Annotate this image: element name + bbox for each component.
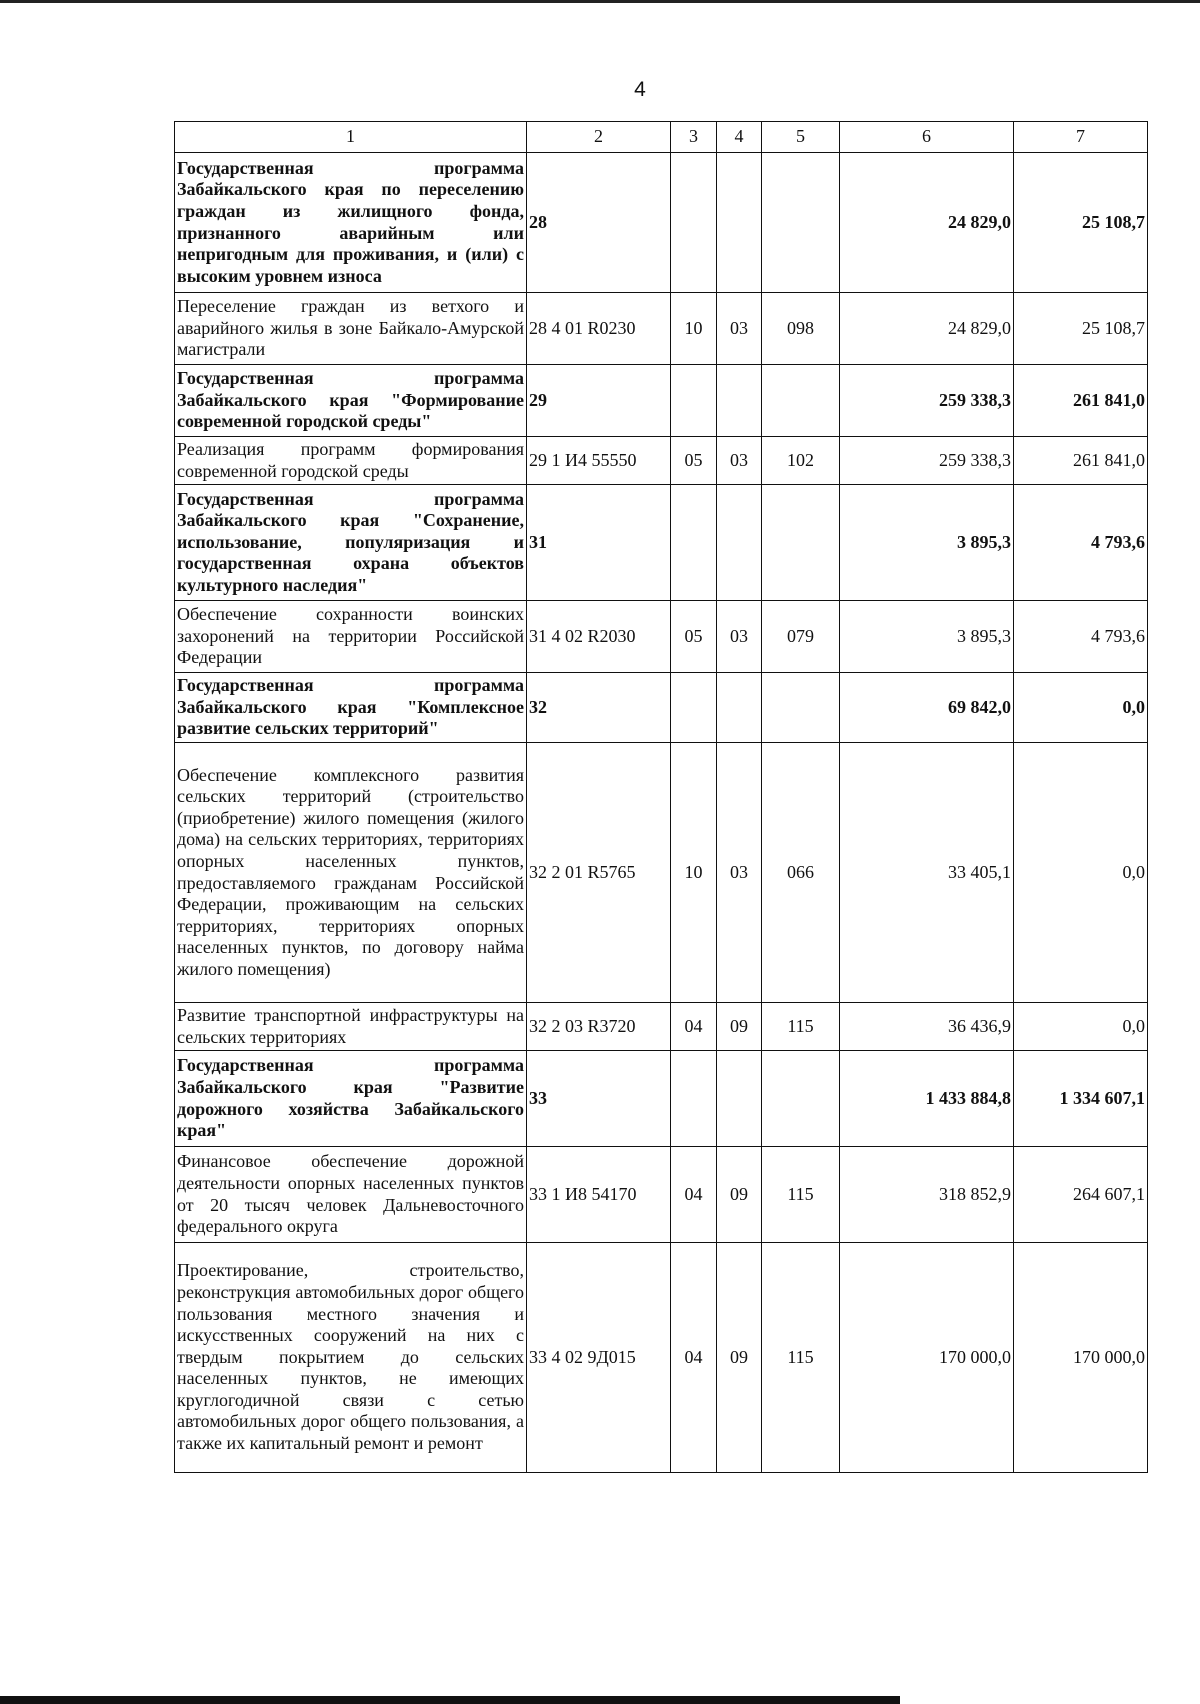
row-expense-type: 115 xyxy=(762,1243,840,1473)
row-code: 33 4 02 9Д015 xyxy=(527,1243,671,1473)
row-section xyxy=(671,1051,717,1147)
row-value-col6: 36 436,9 xyxy=(840,1003,1014,1051)
row-name: Развитие транспортной инфраструктуры на сельских территориях xyxy=(175,1003,527,1051)
column-header: 2 xyxy=(527,122,671,153)
row-value-col7: 261 841,0 xyxy=(1014,365,1148,437)
table-row xyxy=(175,153,1148,293)
row-code: 32 2 01 R5765 xyxy=(527,743,671,1003)
row-expense-type: 102 xyxy=(762,437,840,485)
row-value-col7: 0,0 xyxy=(1014,743,1148,1003)
row-value-col6: 69 842,0 xyxy=(840,673,1014,743)
row-section: 10 xyxy=(671,743,717,1003)
row-value-col7: 0,0 xyxy=(1014,1003,1148,1051)
row-name: Обеспечение комплексного развития сельских территорий (строительство (приобретение) жилого помещения (жилого дома) на сельских территориях, территориях опорных населенных пунктов, предоставляемого гражданам Российской Федерации, проживающим на сельских территориях, территориях опорных населенных пунктов, по договору найма жилого помещения) xyxy=(175,743,527,1003)
scan-border-bottom xyxy=(0,1696,900,1704)
row-value-col6: 3 895,3 xyxy=(840,485,1014,601)
row-name: Государственная программа Забайкальского края "Сохранение, использование, популяризация и государственная охрана объектов культурного наследия" xyxy=(175,485,527,601)
row-subsection xyxy=(717,485,762,601)
row-value-col6: 259 338,3 xyxy=(840,437,1014,485)
row-value-col6: 1 433 884,8 xyxy=(840,1051,1014,1147)
row-expense-type: 115 xyxy=(762,1003,840,1051)
row-code: 29 xyxy=(527,365,671,437)
row-value-col6: 33 405,1 xyxy=(840,743,1014,1003)
column-header: 5 xyxy=(762,122,840,153)
table-row xyxy=(175,293,1148,365)
row-expense-type: 098 xyxy=(762,293,840,365)
row-value-col6: 318 852,9 xyxy=(840,1147,1014,1243)
row-expense-type: 066 xyxy=(762,743,840,1003)
row-expense-type: 079 xyxy=(762,601,840,673)
row-expense-type xyxy=(762,673,840,743)
row-name: Государственная программа Забайкальского края "Развитие дорожного хозяйства Забайкальского края" xyxy=(175,1051,527,1147)
column-header: 7 xyxy=(1014,122,1148,153)
row-name: Реализация программ формирования современной городской среды xyxy=(175,437,527,485)
scan-border-top xyxy=(0,0,1200,3)
row-code: 28 4 01 R0230 xyxy=(527,293,671,365)
row-section: 10 xyxy=(671,293,717,365)
row-code: 29 1 И4 55550 xyxy=(527,437,671,485)
column-header: 4 xyxy=(717,122,762,153)
row-subsection: 09 xyxy=(717,1243,762,1473)
row-name: Обеспечение сохранности воинских захоронений на территории Российской Федерации xyxy=(175,601,527,673)
table-row xyxy=(175,365,1148,437)
row-value-col7: 25 108,7 xyxy=(1014,293,1148,365)
table-row xyxy=(175,1051,1148,1147)
row-name: Переселение граждан из ветхого и аварийного жилья в зоне Байкало-Амурской магистрали xyxy=(175,293,527,365)
row-value-col6: 170 000,0 xyxy=(840,1243,1014,1473)
row-code: 33 xyxy=(527,1051,671,1147)
row-value-col7: 4 793,6 xyxy=(1014,601,1148,673)
row-subsection xyxy=(717,365,762,437)
table-row xyxy=(175,1147,1148,1243)
row-subsection: 03 xyxy=(717,601,762,673)
row-value-col6: 24 829,0 xyxy=(840,153,1014,293)
row-name: Государственная программа Забайкальского края "Комплексное развитие сельских территорий" xyxy=(175,673,527,743)
row-expense-type xyxy=(762,153,840,293)
row-section: 05 xyxy=(671,601,717,673)
row-value-col6: 3 895,3 xyxy=(840,601,1014,673)
row-code: 32 xyxy=(527,673,671,743)
row-expense-type xyxy=(762,485,840,601)
row-section: 04 xyxy=(671,1243,717,1473)
row-value-col7: 0,0 xyxy=(1014,673,1148,743)
row-value-col6: 259 338,3 xyxy=(840,365,1014,437)
row-subsection xyxy=(717,1051,762,1147)
table-row xyxy=(175,437,1148,485)
row-code: 31 4 02 R2030 xyxy=(527,601,671,673)
row-subsection xyxy=(717,153,762,293)
row-value-col7: 261 841,0 xyxy=(1014,437,1148,485)
row-subsection: 03 xyxy=(717,437,762,485)
row-section xyxy=(671,673,717,743)
table-row xyxy=(175,485,1148,601)
row-subsection: 03 xyxy=(717,743,762,1003)
row-value-col6: 24 829,0 xyxy=(840,293,1014,365)
row-subsection: 03 xyxy=(717,293,762,365)
budget-table xyxy=(174,121,1148,1473)
row-code: 32 2 03 R3720 xyxy=(527,1003,671,1051)
page-number: 4 xyxy=(634,78,646,101)
table-row xyxy=(175,673,1148,743)
column-header: 6 xyxy=(840,122,1014,153)
row-subsection: 09 xyxy=(717,1003,762,1051)
row-section xyxy=(671,485,717,601)
row-value-col7: 264 607,1 xyxy=(1014,1147,1148,1243)
row-code: 31 xyxy=(527,485,671,601)
column-header: 3 xyxy=(671,122,717,153)
table-row xyxy=(175,601,1148,673)
row-section xyxy=(671,365,717,437)
row-section: 05 xyxy=(671,437,717,485)
row-code: 28 xyxy=(527,153,671,293)
row-section xyxy=(671,153,717,293)
row-name: Финансовое обеспечение дорожной деятельности опорных населенных пунктов от 20 тысяч человек Дальневосточного федерального округа xyxy=(175,1147,527,1243)
header-row xyxy=(175,122,1148,153)
row-code: 33 1 И8 54170 xyxy=(527,1147,671,1243)
row-section: 04 xyxy=(671,1147,717,1243)
row-section: 04 xyxy=(671,1003,717,1051)
row-subsection xyxy=(717,673,762,743)
table-row xyxy=(175,1243,1148,1473)
row-subsection: 09 xyxy=(717,1147,762,1243)
row-value-col7: 4 793,6 xyxy=(1014,485,1148,601)
row-value-col7: 170 000,0 xyxy=(1014,1243,1148,1473)
table-row xyxy=(175,1003,1148,1051)
row-expense-type: 115 xyxy=(762,1147,840,1243)
table-row xyxy=(175,743,1148,1003)
row-name: Государственная программа Забайкальского края "Формирование современной городской среды" xyxy=(175,365,527,437)
row-expense-type xyxy=(762,1051,840,1147)
column-header: 1 xyxy=(175,122,527,153)
row-name: Государственная программа Забайкальского края по переселению граждан из жилищного фонда, признанного аварийным или непригодным для проживания, и (или) с высоким уровнем износа xyxy=(175,153,527,293)
row-name: Проектирование, строительство, реконструкция автомобильных дорог общего пользования местного значения и искусственных сооружений на них с твердым покрытием до сельских населенных пунктов, не имеющих круглогодичной связи с сетью автомобильных дорог общего пользования, а также их капитальный ремонт и ремонт xyxy=(175,1243,527,1473)
table-body xyxy=(175,153,1148,1473)
row-value-col7: 25 108,7 xyxy=(1014,153,1148,293)
row-value-col7: 1 334 607,1 xyxy=(1014,1051,1148,1147)
row-expense-type xyxy=(762,365,840,437)
